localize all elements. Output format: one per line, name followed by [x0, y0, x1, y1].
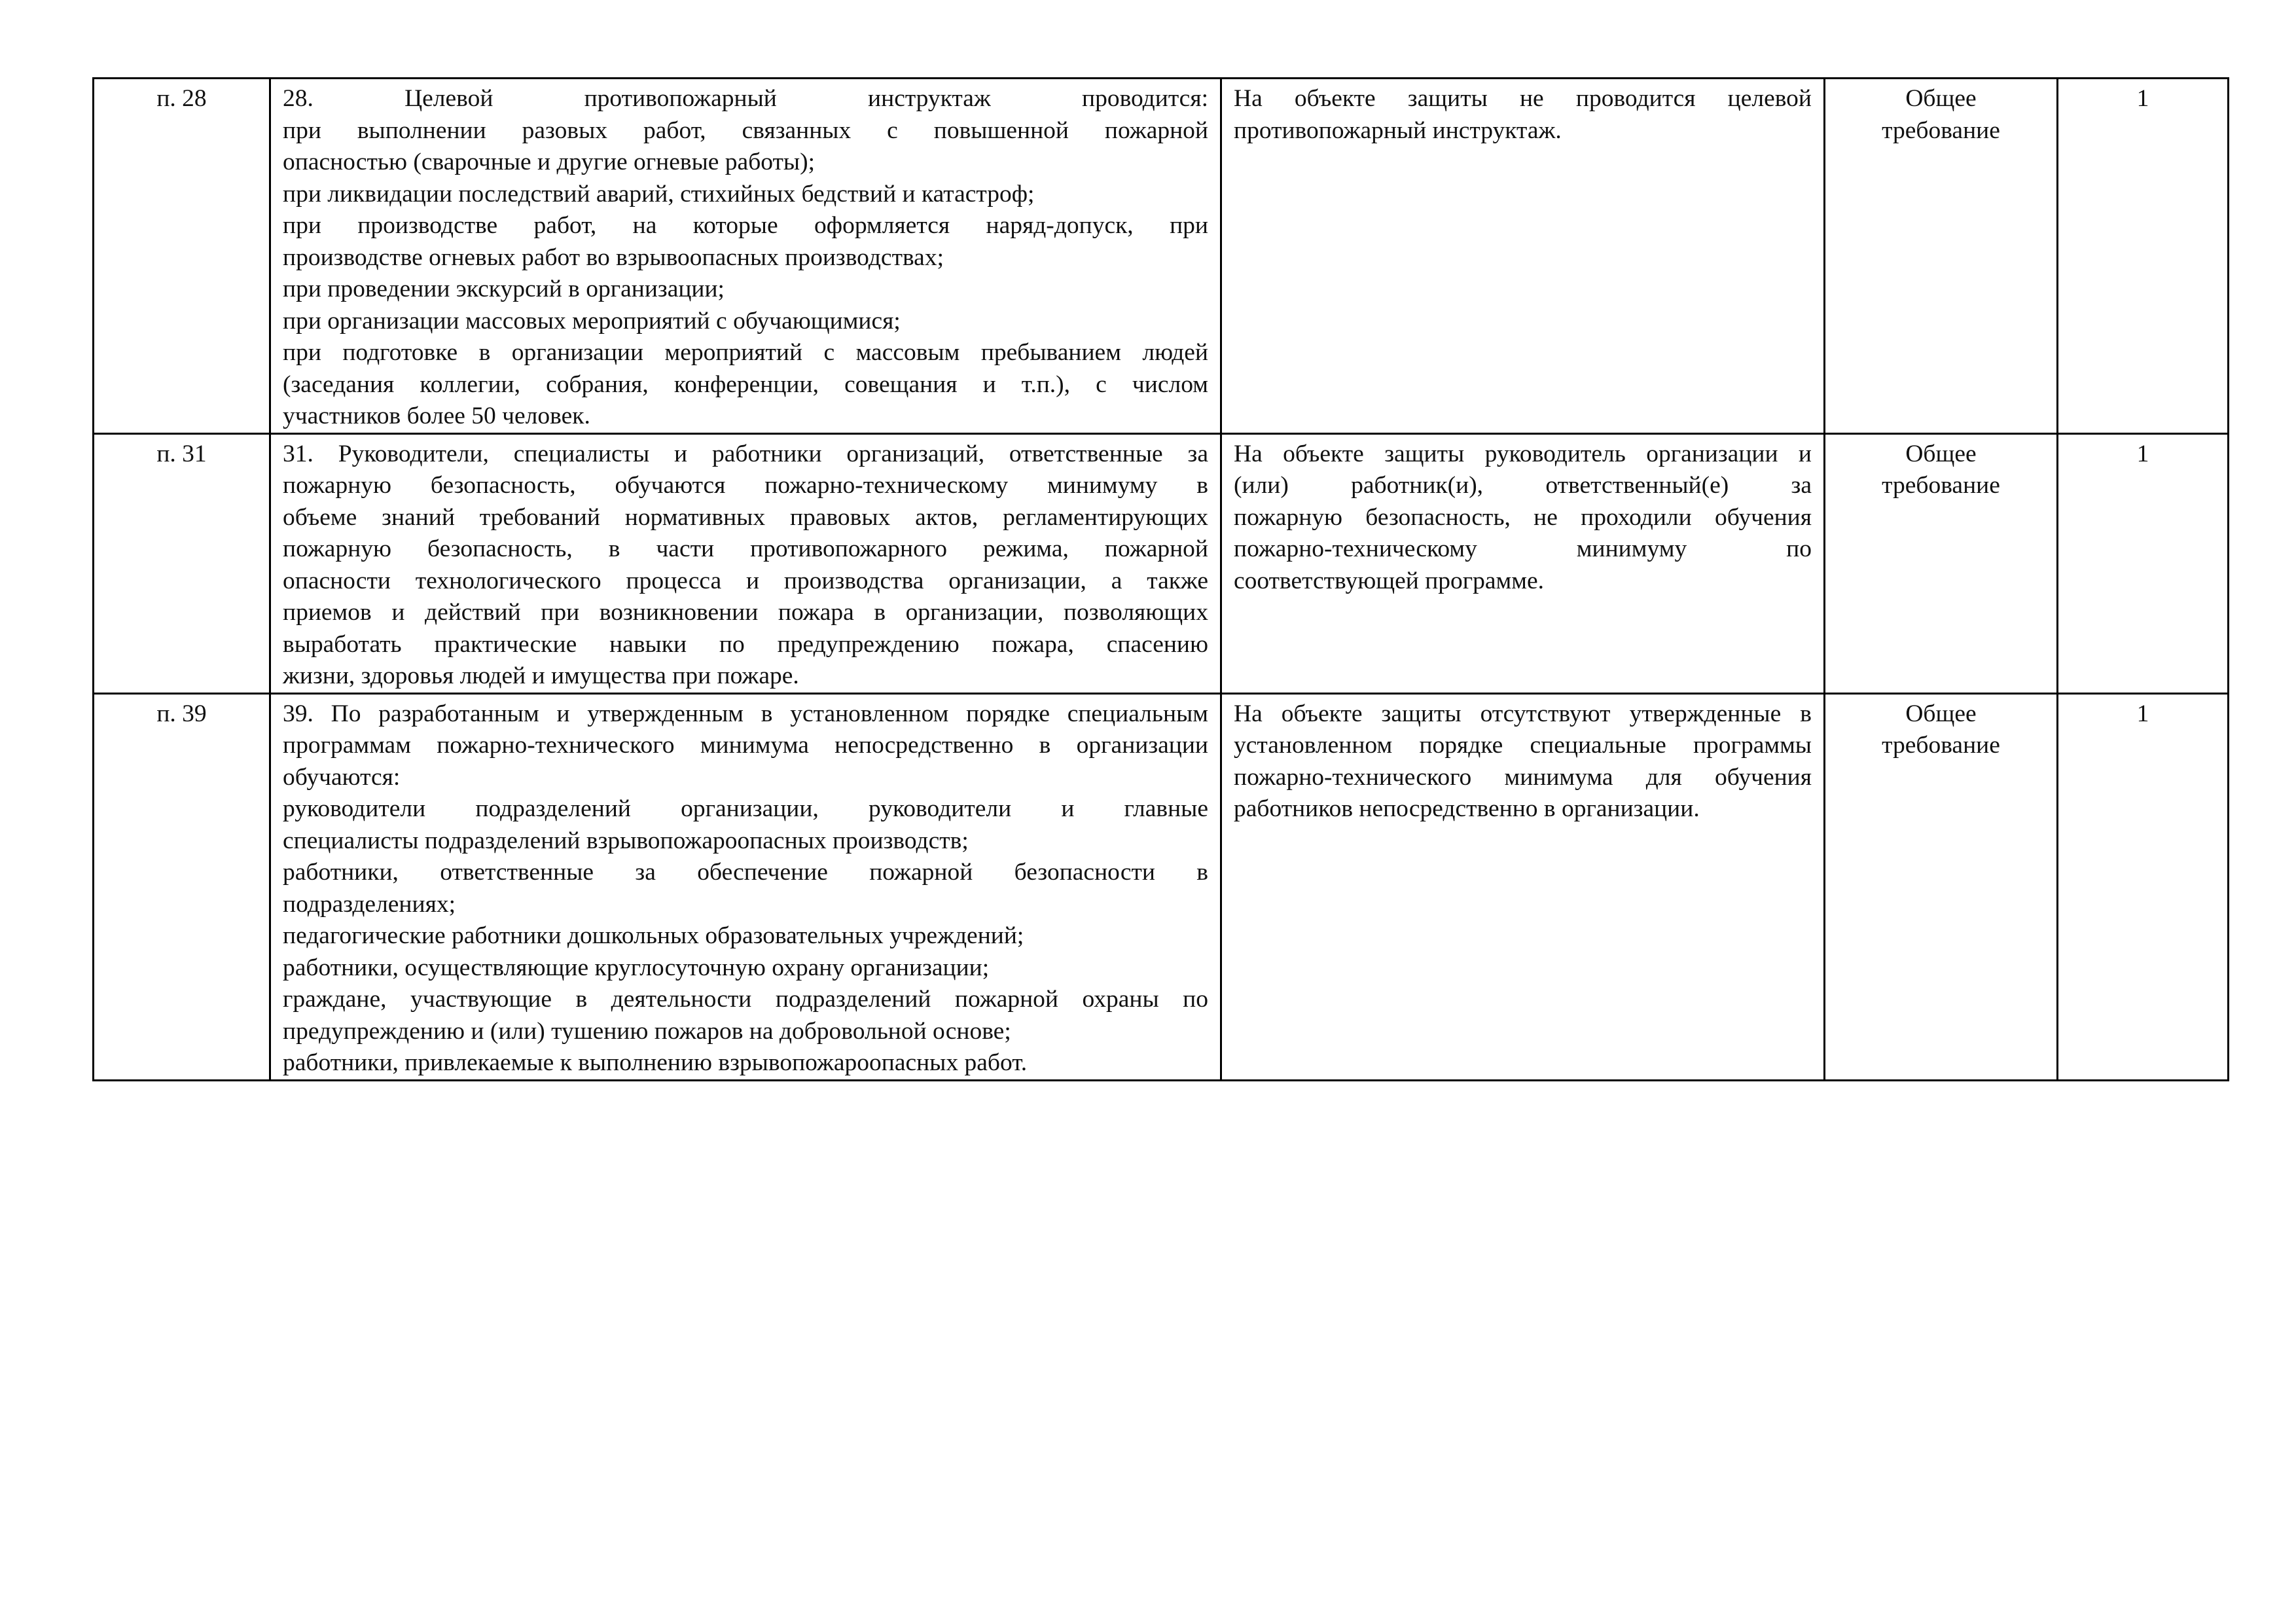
- requirement-line: работники, ответственные за обеспечение пожарной безопасности в: [283, 859, 1208, 886]
- violation-description-cell: [1221, 79, 1825, 434]
- norm-reference-cell: п. 39: [94, 693, 270, 1080]
- requirement-line: работники, привлекаемые к выполнению взрывопожароопасных работ.: [283, 1049, 1028, 1076]
- violation-line: На объекте защиты не проводится целевой: [1234, 85, 1812, 112]
- violation-line: противопожарный инструктаж.: [1234, 117, 1562, 144]
- violation-line: (или) работник(и), ответственный(е) за: [1234, 472, 1812, 499]
- violation-line: соответствующей программе.: [1234, 567, 1545, 594]
- requirement-line: производстве огневых работ во взрывоопасных производствах;: [283, 244, 944, 271]
- requirement-line: при подготовке в организации мероприятий с массовым пребыванием людей: [283, 339, 1208, 366]
- norm-reference-cell: п. 28: [94, 79, 270, 434]
- violation-line: На объекте защиты руководитель организации и: [1234, 440, 1812, 467]
- requirement-line: участников более 50 человек.: [283, 403, 590, 429]
- requirement-line: опасностью (сварочные и другие огневые работы);: [283, 149, 816, 175]
- requirement-line: пожарную безопасность, в части противопожарного режима, пожарной: [283, 535, 1208, 562]
- violation-count-cell: 1: [2058, 79, 2229, 434]
- requirement-line: при организации массовых мероприятий с обучающимися;: [283, 307, 901, 334]
- violation-count-cell: 1: [2058, 433, 2229, 693]
- requirement-line: педагогические работники дошкольных образовательных учреждений;: [283, 922, 1024, 949]
- violation-line: работников непосредственно в организации.: [1234, 795, 1700, 822]
- table-row: [94, 693, 2229, 1080]
- violation-line: пожарно-техническому минимуму по: [1234, 535, 1812, 562]
- requirement-line: руководители подразделений организации, руководители и главные: [283, 795, 1208, 822]
- requirement-line: выработать практические навыки по предупреждению пожара, спасению: [283, 630, 1208, 658]
- requirement-line: жизни, здоровья людей и имущества при пожаре.: [283, 662, 799, 689]
- requirement-type-line: Общее: [1905, 700, 1977, 727]
- violation-line: На объекте защиты отсутствуют утвержденные в: [1234, 700, 1812, 727]
- requirement-line: при проведении экскурсий в организации;: [283, 276, 725, 302]
- requirement-line: подразделениях;: [283, 890, 456, 918]
- violation-line: установленном порядке специальные программы: [1234, 732, 1812, 759]
- requirement-line: граждане, участвующие в деятельности подразделений пожарной охраны по: [283, 986, 1208, 1013]
- requirement-line: пожарную безопасность, обучаются пожарно-техническому минимуму в: [283, 472, 1208, 499]
- norm-reference-cell: п. 31: [94, 433, 270, 693]
- requirement-line: 39. По разработанным и утвержденным в установленном порядке специальным: [283, 700, 1208, 727]
- violation-count-cell: 1: [2058, 693, 2229, 1080]
- requirement-line: работники, осуществляющие круглосуточную охрану организации;: [283, 954, 990, 981]
- requirement-line: специалисты подразделений взрывопожароопасных производств;: [283, 827, 969, 854]
- violation-description-cell: [1221, 693, 1825, 1080]
- requirement-line: предупреждению и (или) тушению пожаров на добровольной основе;: [283, 1017, 1011, 1045]
- requirement-type-line: Общее: [1905, 85, 1977, 112]
- requirement-line: при ликвидации последствий аварий, стихийных бедствий и катастроф;: [283, 180, 1035, 208]
- requirement-type-line: требование: [1882, 732, 2000, 759]
- requirement-type-cell: [1825, 693, 2058, 1080]
- violation-line: пожарно-технического минимума для обучения: [1234, 763, 1812, 791]
- requirement-line: 31. Руководители, специалисты и работники организаций, ответственные за: [283, 440, 1208, 467]
- requirement-text-cell: [270, 433, 1221, 693]
- requirement-type-line: Общее: [1905, 440, 1977, 467]
- violation-line: пожарную безопасность, не проходили обучения: [1234, 503, 1812, 531]
- violation-description-cell: [1221, 433, 1825, 693]
- requirement-line: опасности технологического процесса и производства организации, а также: [283, 567, 1208, 594]
- requirement-type-line: требование: [1882, 472, 2000, 499]
- requirement-line: обучаются:: [283, 763, 401, 791]
- requirement-line: 28. Целевой противопожарный инструктаж проводится:: [283, 85, 1208, 112]
- requirement-line: при выполнении разовых работ, связанных с повышенной пожарной: [283, 117, 1208, 144]
- requirement-line: приемов и действий при возникновении пожара в организации, позволяющих: [283, 599, 1208, 626]
- requirement-type-cell: [1825, 433, 2058, 693]
- requirement-line: при производстве работ, на которые оформляется наряд-допуск, при: [283, 212, 1208, 239]
- requirement-text-cell: [270, 693, 1221, 1080]
- violations-table: [92, 77, 2229, 1081]
- requirement-line: (заседания коллегии, собрания, конференции, совещания и т.п.), с числом: [283, 370, 1208, 398]
- table-row: [94, 433, 2229, 693]
- requirement-text-cell: [270, 79, 1221, 434]
- requirement-type-cell: [1825, 79, 2058, 434]
- requirement-line: объеме знаний требований нормативных правовых актов, регламентирующих: [283, 503, 1208, 531]
- table-row: [94, 79, 2229, 434]
- requirement-line: программам пожарно-технического минимума непосредственно в организации: [283, 732, 1208, 759]
- requirement-type-line: требование: [1882, 117, 2000, 144]
